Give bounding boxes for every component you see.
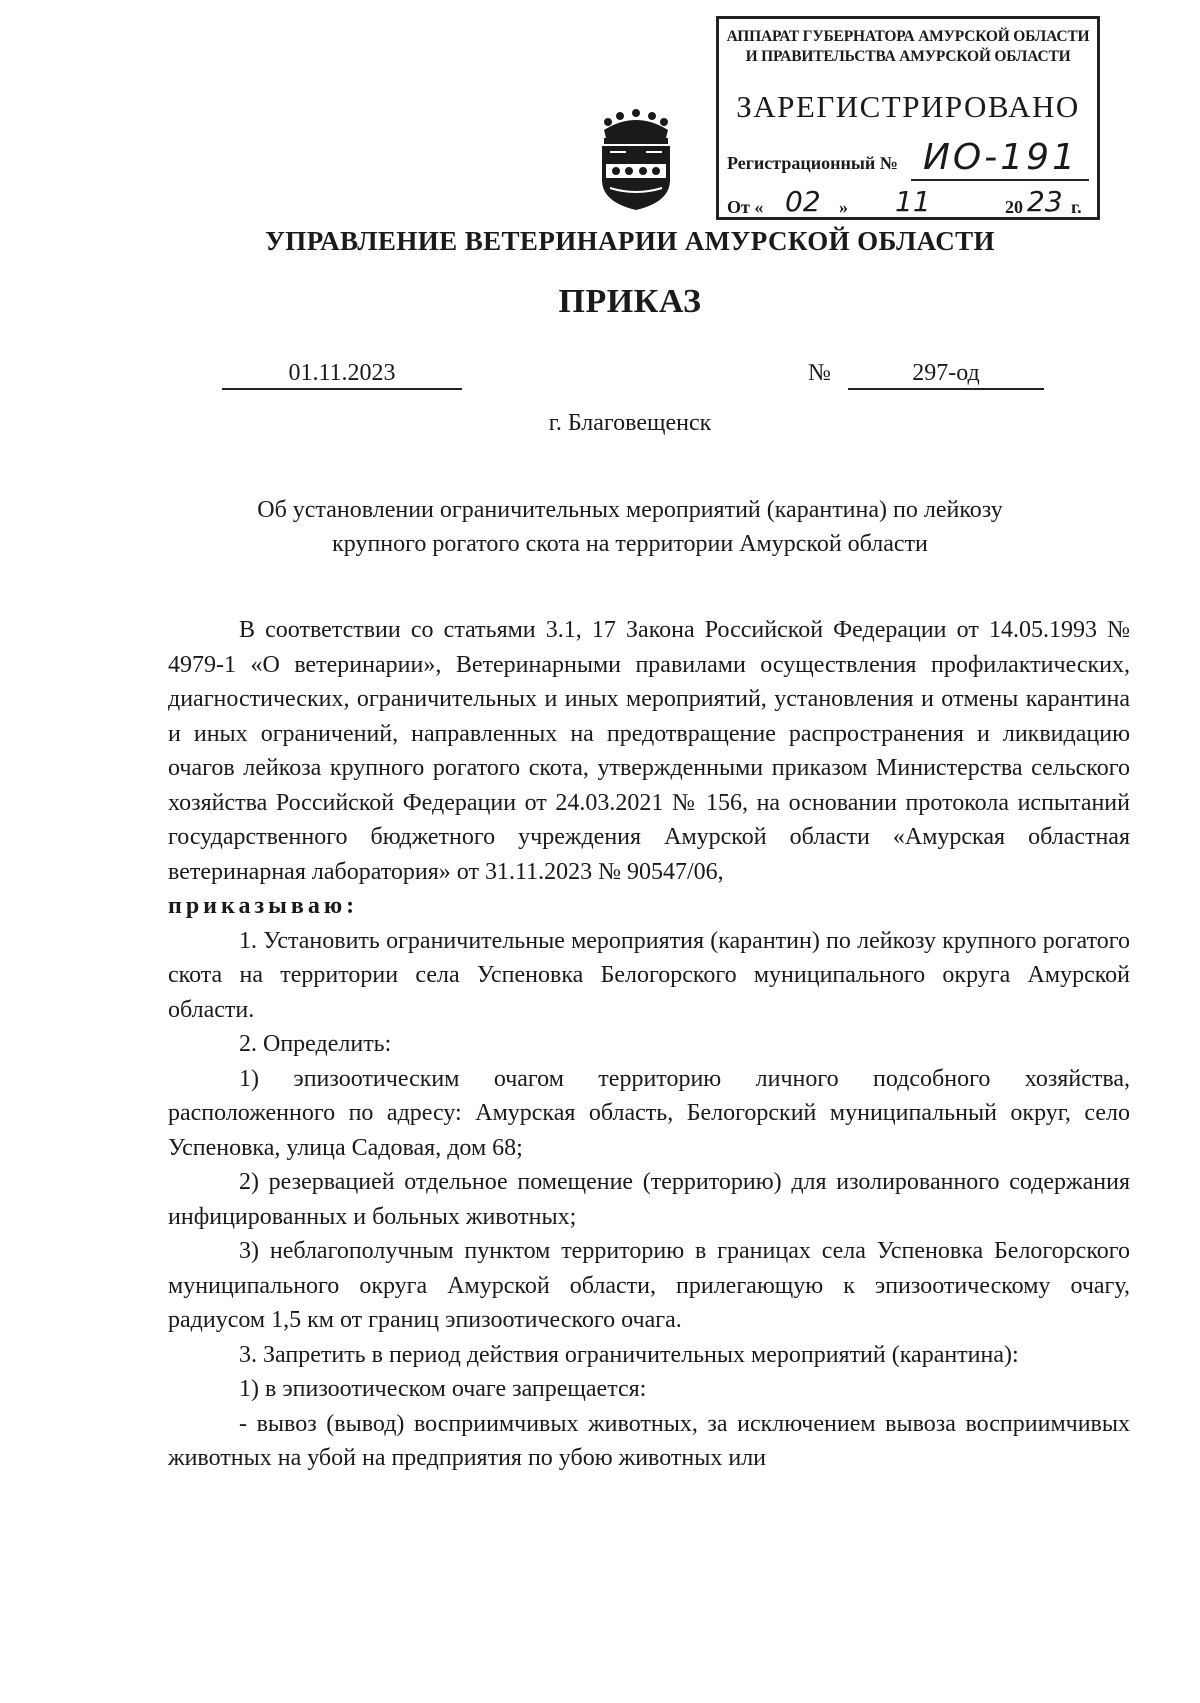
stamp-date-prefix: От « [727,197,764,217]
paragraph-2-item-2: 2) резервацией отдельное помещение (территорию) для изолированного содержания инфицированных и больных животных; [168,1169,1130,1230]
preamble-paragraph: В соответствии со статьями 3.1, 17 Закона Российской Федерации от 14.05.1993 № 4979-1 «О ветеринарии», Ветеринарными правилами осуществления профилактических, диагностических, ограничительных и иных мероприятий, установления и отмены карантина и иных ограничений, направленных на предотвращение распространения и ликвидацию очагов лейкоза крупного рогатого скота, утвержденными приказом Министерства сельского хозяйства Российской Федерации от 24.03.2021 № 156, на основании протокола испытаний государственного бюджетного учреждения Амурской области «Амурская областная ветеринарная лаборатория» от 31.11.2023 № 90547/06, [168,617,1130,885]
paragraph-1: 1. Установить ограничительные мероприятия (карантин) по лейкозу крупного рогатого скота на территории села Успеновка Белогорского муниципального округа Амурской области. [168,927,1130,1023]
paragraph-3-item-1: 1) в эпизоотическом очаге запрещается: [239,1376,647,1402]
stamp-org-line2: И ПРАВИТЕЛЬСТВА АМУРСКОЙ ОБЛАСТИ [745,48,1071,65]
paragraph-3: 3. Запретить в период действия ограничительных мероприятий (карантина): [239,1341,1019,1368]
order-number: 297-од [848,358,1044,390]
stamp-date-quote: » [839,197,848,217]
stamp-date-month: 11 [895,185,931,218]
paragraph-3-item-1-a: - вывоз (вывод) восприимчивых животных, за исключением вывоза восприимчивых животных на убой на предприятия по убою животных или [168,1410,1130,1471]
order-number-sign: № [808,360,831,386]
subject-line2: крупного рогатого скота на территории Амурской области [332,531,928,557]
stamp-date-year-prefix: 20 [1005,197,1023,217]
paragraph-2: 2. Определить: [239,1031,392,1057]
order-subject [0,493,1200,561]
paragraph-2-item-3: 3) неблагополучным пунктом территорию в границах села Успеновка Белогорского муниципального округа Амурской области, прилегающую к эпизоотическому очагу, радиусом 1,5 км от границ эпизоотического очага. [168,1238,1130,1333]
organization-title: УПРАВЛЕНИЕ ВЕТЕРИНАРИИ АМУРСКОЙ ОБЛАСТИ [265,226,995,256]
city: г. Благовещенск [548,410,712,436]
stamp-date-year-unit: г. [1071,197,1082,217]
stamp-reg-number: ИО-191 [923,137,1078,178]
order-date: 01.11.2023 [222,358,462,390]
decree-word: приказываю: [168,893,359,919]
document-body [168,613,1130,1476]
paragraph-2-item-1: 1) эпизоотическим очагом территорию личного подсобного хозяйства, расположенного по адресу: Амурская область, Белогорский муниципальный округ, село Успеновка, улица Садовая, дом 68; [168,1065,1130,1161]
stamp-organization [719,27,1097,67]
stamp-date-year: 23 [1027,185,1063,218]
stamp-title: ЗАРЕГИСТРИРОВАНО [736,89,1080,124]
subject-line1: Об установлении ограничительных мероприятий (карантина) по лейкозу [257,497,1003,523]
stamp-reg-label: Регистрационный № [727,153,898,173]
stamp-date-day: 02 [785,185,821,218]
stamp-reg-underline [911,179,1089,181]
document-type: ПРИКАЗ [558,283,702,320]
stamp-date-row [727,185,1099,221]
registration-stamp [716,16,1100,220]
coat-of-arms-emblem [596,108,676,212]
stamp-org-line1: АППАРАТ ГУБЕРНАТОРА АМУРСКОЙ ОБЛАСТИ [726,28,1090,45]
